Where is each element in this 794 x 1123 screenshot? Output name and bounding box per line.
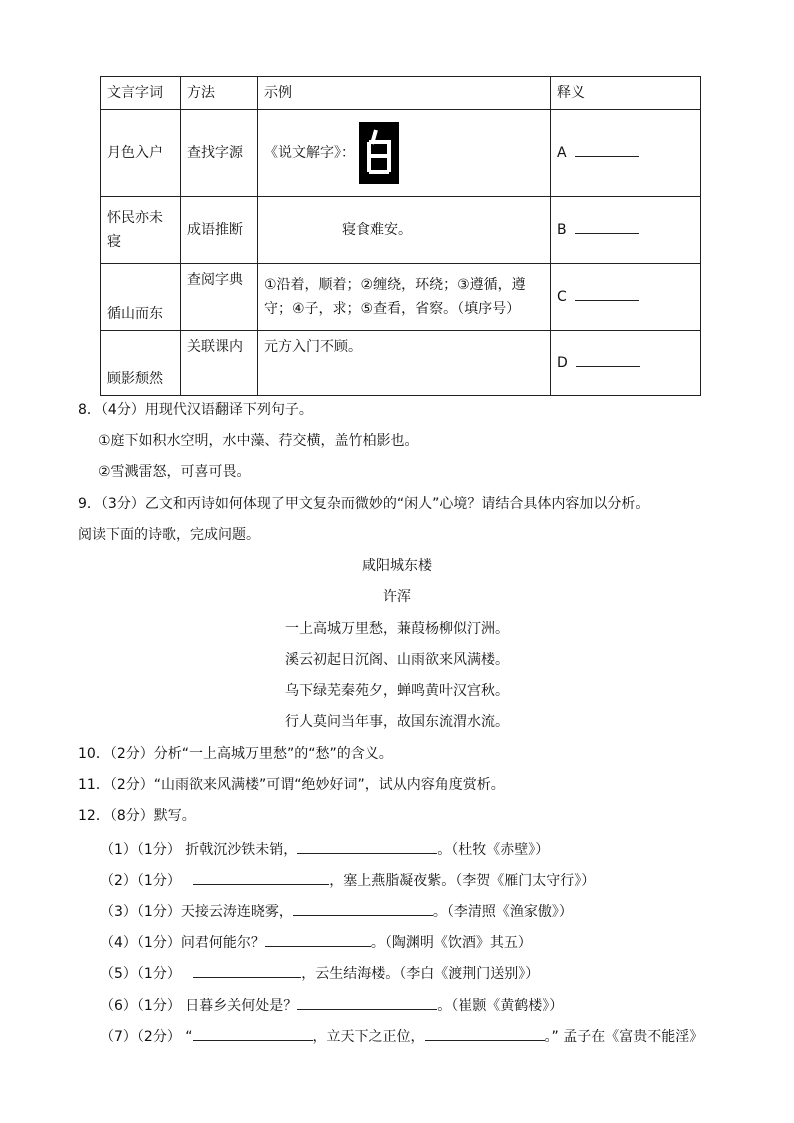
cell-word: 顾影颓然 [101, 331, 181, 396]
meaning-label: A [557, 145, 567, 161]
item-prompt-after: ，塞上燕脂凝夜紫。（李贺《雁门太守行》） [329, 873, 596, 889]
cell-meaning [551, 197, 701, 264]
seal-script-character-image [359, 122, 399, 184]
item-number: （5）（1分） [100, 966, 181, 982]
poem-line: 一上高城万里愁，蒹葭杨柳似汀洲。 [285, 621, 509, 637]
example-text: 《说文解字》： [264, 145, 355, 161]
item-prompt-middle: ，立天下之正位， [312, 1029, 425, 1045]
cell-meaning [551, 264, 701, 331]
question-9-stem: 9．（3分）乙文和丙诗如何体现了甲文复杂而微妙的“闲人”心境？请结合具体内容加以分析。 [78, 496, 650, 512]
question-8-sentence-2: ②雪溅雷怒，可喜可畏。 [98, 464, 251, 480]
poem-line: 乌下绿芜秦苑夕，蝉鸣黄叶汉宫秋。 [285, 683, 509, 699]
table-row [101, 197, 701, 264]
cell-word: 怀民亦未寝 [101, 197, 181, 264]
meaning-label: C [557, 289, 567, 305]
item-prompt-after: 。（杜牧《赤壁》） [437, 842, 550, 858]
item-number: （1）（1分） [100, 842, 181, 858]
answer-blank[interactable] [297, 994, 437, 1010]
item-prompt-before: 问君何能尔？ [180, 935, 265, 951]
question-11-stem: 11．（2分）“山雨欲来风满楼”可谓“绝妙好词”，试从内容角度赏析。 [78, 777, 505, 793]
cell-word: 月色入户 [101, 110, 181, 197]
cell-meaning [551, 331, 701, 396]
question-12-stem: 12．（8分）默写。 [78, 808, 196, 824]
dictation-item [100, 838, 549, 860]
item-prompt-before: 折戟沉沙铁未销， [185, 842, 298, 858]
item-number: （4）（1分） [100, 935, 181, 951]
poem-line: 行人莫问当年事，故国东流渭水流。 [285, 714, 509, 730]
dictation-item [100, 869, 595, 891]
answer-blank[interactable] [265, 931, 371, 947]
dictation-item [100, 931, 532, 953]
table-header-row [101, 77, 701, 110]
item-prompt-after: 。（李清照《渔家傲》） [432, 904, 573, 920]
answer-blank[interactable] [575, 219, 639, 234]
answer-blank[interactable] [193, 869, 329, 885]
reading-instruction: 阅读下面的诗歌，完成问题。 [78, 527, 260, 543]
answer-blank[interactable] [425, 1025, 545, 1041]
item-number: （6）（1分） [100, 998, 181, 1014]
dictation-item [100, 994, 563, 1016]
item-number: （3）（1分） [100, 904, 181, 920]
header-method: 方法 [181, 77, 258, 110]
cell-example: 寝食难安。 [258, 197, 551, 264]
meaning-label: B [557, 222, 567, 238]
cell-method: 成语推断 [181, 197, 258, 264]
cell-example: 元方入门不顾。 [258, 331, 551, 396]
item-prompt-before: 天接云涛连晓雾， [180, 904, 293, 920]
cell-meaning [551, 110, 701, 197]
table-row [101, 110, 701, 197]
table-row [101, 264, 701, 331]
item-number: （7）（2分） [100, 1029, 181, 1045]
header-example: 示例 [258, 77, 551, 110]
dictation-item [100, 1025, 703, 1047]
poem-line: 溪云初起日沉阁、山雨欲来风满楼。 [285, 652, 509, 668]
cell-method: 查找字源 [181, 110, 258, 197]
item-prompt-after: 。（崔颢《黄鹤楼》） [437, 998, 564, 1014]
item-prompt-after: ，云生结海楼。（李白《渡荆门送别》） [301, 966, 540, 982]
cell-example: ①沿着，顺着；②缠绕，环绕；③遵循，遵守；④子，求；⑤查看，省察。（填序号） [258, 264, 551, 331]
dictation-item [100, 900, 573, 922]
answer-blank[interactable] [193, 962, 301, 978]
item-prompt-after: 。” 孟子在《富贵不能淫》 [544, 1029, 704, 1045]
item-number: （2）（1分） [100, 873, 181, 889]
answer-blank[interactable] [576, 352, 640, 367]
item-prompt-after: 。（陶渊明《饮酒》其五） [370, 935, 532, 951]
cell-method: 查阅字典 [181, 264, 258, 331]
answer-blank[interactable] [293, 900, 433, 916]
question-8-stem: 8．（4分）用现代汉语翻译下列句子。 [78, 402, 313, 418]
dictation-item [100, 962, 539, 984]
question-10-stem: 10．（2分）分析“一上高城万里愁”的“愁”的含义。 [78, 746, 393, 762]
header-meaning: 释义 [551, 77, 701, 110]
table-row [101, 331, 701, 396]
answer-blank[interactable] [575, 142, 639, 157]
answer-blank[interactable] [297, 838, 437, 854]
cell-word: 循山而东 [101, 264, 181, 331]
item-prompt-before: “ [185, 1029, 193, 1045]
cell-example [258, 110, 551, 197]
vocab-method-table [100, 76, 701, 396]
item-prompt-before: 日暮乡关何处是？ [185, 998, 298, 1014]
header-word: 文言字词 [101, 77, 181, 110]
answer-blank[interactable] [575, 286, 639, 301]
meaning-label: D [557, 355, 568, 371]
poem-author: 许浑 [383, 589, 411, 605]
answer-blank[interactable] [193, 1025, 313, 1041]
poem-title: 咸阳城东楼 [362, 558, 432, 574]
question-8-sentence-1: ①庭下如积水空明，水中藻、荇交横，盖竹柏影也。 [98, 433, 419, 449]
cell-method: 关联课内 [181, 331, 258, 396]
